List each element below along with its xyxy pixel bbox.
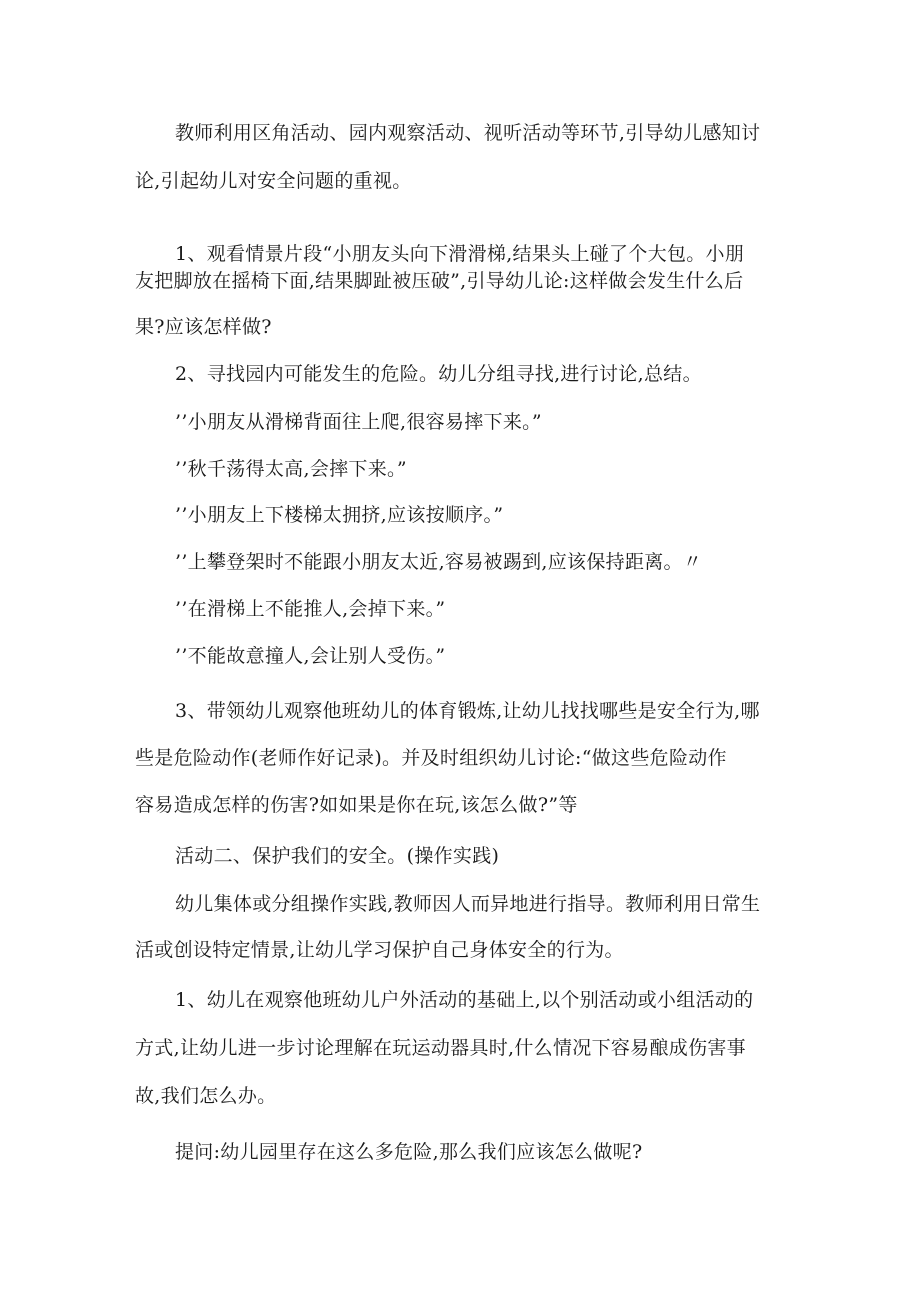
quote-line-5: ’’在滑梯上不能推人,会掉下来。” [175,598,446,620]
quote-line-3: ’’小朋友上下楼梯太拥挤,应该按顺序。” [175,504,504,526]
item-2-line: 2、寻找园内可能发生的危险。幼儿分组寻找,进行讨论,总结。 [175,363,702,385]
item-1b-line-1: 1、幼儿在观察他班幼儿户外活动的基础上,以个别活动或小组活动的 [175,989,754,1011]
quote-line-6: ’’不能故意撞人,会让别人受伤。” [175,645,446,667]
item-1b-line-2: 方式,让幼儿进一步讨论理解在玩运动器具时,什么情况下容易酿成伤害事 [135,1037,746,1059]
quote-line-4: ’’上攀登架时不能跟小朋友太近,容易被踢到,应该保持距离。〃 [175,551,703,573]
paragraph-practice-line-1: 幼儿集体或分组操作实践,教师因人而异地进行指导。教师利用日常生 [175,893,761,915]
item-1-line-2: 友把脚放在摇椅下面,结果脚趾被压破”,引导幼儿论:这样做会发生什么后 [135,270,744,292]
item-1-line-1: 1、观看情景片段“小朋友头向下滑滑梯,结果头上碰了个大包。小朋 [175,243,745,265]
paragraph-intro-line-2: 论,引起幼儿对安全问题的重视。 [135,170,412,192]
item-1b-line-3: 故,我们怎么办。 [135,1085,277,1107]
activity-2-heading: 活动二、保护我们的安全。(操作实践) [175,845,500,867]
item-1-line-3: 果?应该怎样做? [135,316,272,338]
question-line: 提问:幼儿园里存在这么多危险,那么我们应该怎么做呢? [175,1141,643,1163]
item-3-line-2: 些是危险动作(老师作好记录)。并及时组织幼儿讨论:“做这些危险动作 [135,747,727,769]
paragraph-intro-line-1: 教师利用区角活动、园内观察活动、视听活动等环节,引导幼儿感知讨 [175,122,761,144]
quote-line-2: ’’秋千荡得太高,会摔下来。” [175,458,407,480]
paragraph-practice-line-2: 活或创设特定情景,让幼儿学习保护自己身体安全的行为。 [135,939,624,961]
item-3-line-3: 容易造成怎样的伤害?如如果是你在玩,该怎么做?”等 [135,794,578,816]
quote-line-1: ’’小朋友从滑梯背面往上爬,很容易摔下来。” [175,411,542,433]
item-3-line-1: 3、带领幼儿观察他班幼儿的体育锻炼,让幼儿找找哪些是安全行为,哪 [175,700,760,722]
